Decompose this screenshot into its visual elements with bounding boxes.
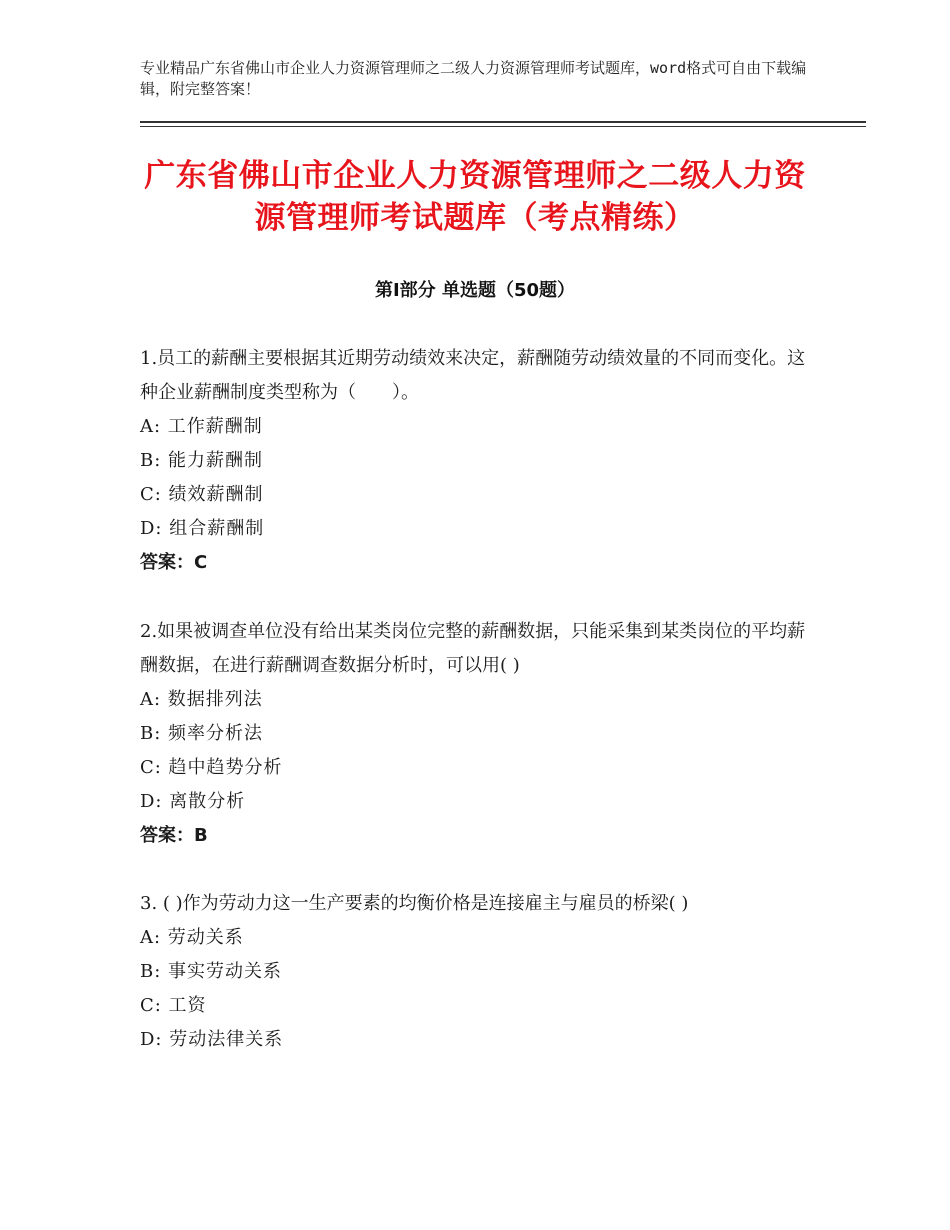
option-d: D: 离散分析: [140, 791, 246, 812]
question-text: 1.员工的薪酬主要根据其近期劳动绩效来决定，薪酬随劳动绩效量的不同而变化。这种企业薪酬制度类型称为（ ）。: [140, 348, 806, 403]
question-text: 2.如果被调查单位没有给出某类岗位完整的薪酬数据，只能采集到某类岗位的平均薪酬数据，在进行薪酬调查数据分析时，可以用( ): [140, 621, 806, 676]
question-3: [140, 887, 810, 1057]
option-c: C: 趋中趋势分析: [140, 757, 283, 778]
option-b: B: 能力薪酬制: [140, 450, 264, 471]
document-title: 广东省佛山市企业人力资源管理师之二级人力资源管理师考试题库（考点精练）: [144, 158, 806, 236]
header-rule-thick: [140, 121, 866, 123]
header-rule-thin: [140, 126, 866, 127]
option-a: A: 工作薪酬制: [140, 416, 263, 437]
option-c: C: 工资: [140, 995, 207, 1016]
option-a: A: 数据排列法: [140, 689, 263, 710]
answer: 答案：C: [140, 552, 208, 573]
question-2: [140, 615, 810, 853]
option-b: B: 事实劳动关系: [140, 961, 283, 982]
header-note: 专业精品广东省佛山市企业人力资源管理师之二级人力资源管理师考试题库，word格式可自由下载编辑，附完整答案！: [140, 59, 807, 98]
section-title: 第Ⅰ部分 单选题（50题）: [374, 280, 575, 301]
question-text: 3. ( )作为劳动力这一生产要素的均衡价格是连接雇主与雇员的桥梁( ): [140, 893, 689, 914]
option-c: C: 绩效薪酬制: [140, 484, 264, 505]
option-b: B: 频率分析法: [140, 723, 264, 744]
option-d: D: 组合薪酬制: [140, 518, 265, 539]
answer: 答案：B: [140, 825, 208, 846]
option-d: D: 劳动法律关系: [140, 1029, 284, 1050]
option-a: A: 劳动关系: [140, 927, 244, 948]
question-1: [140, 342, 810, 580]
